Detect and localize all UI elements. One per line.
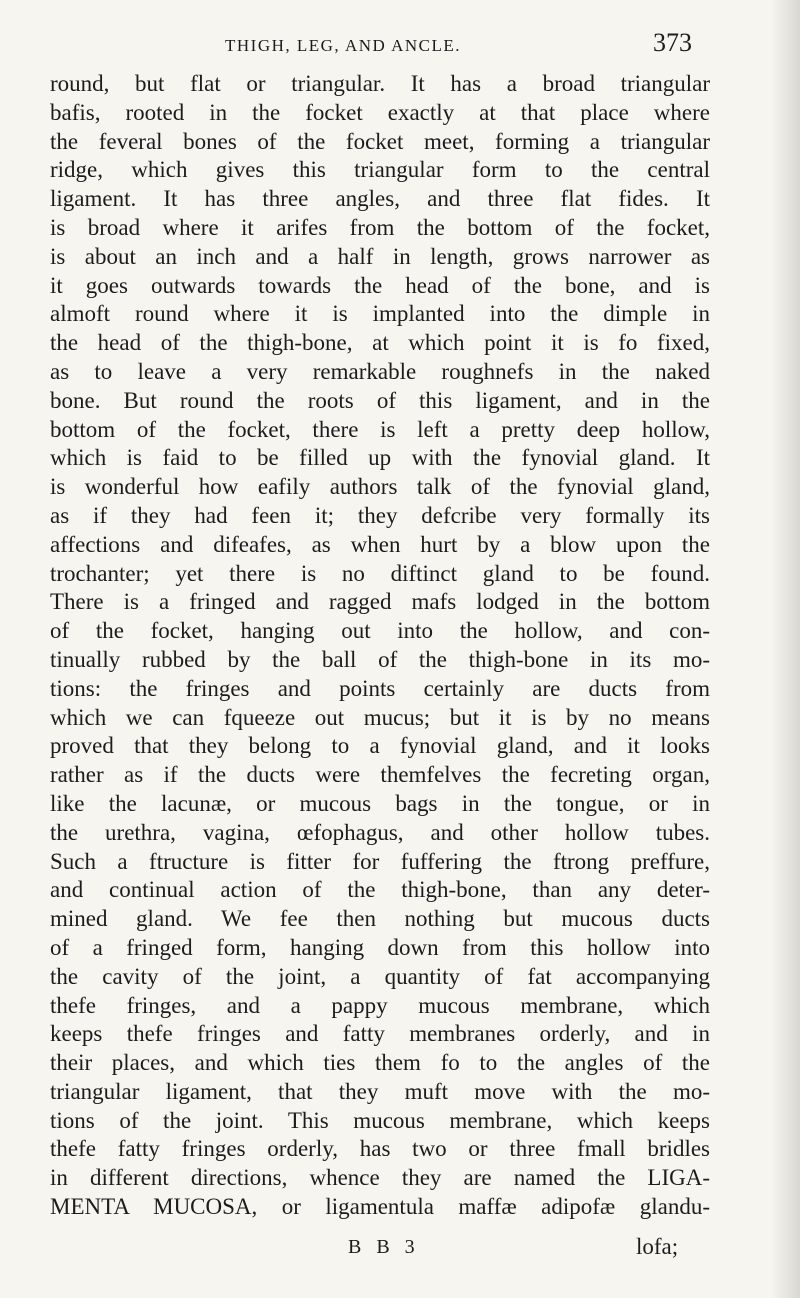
text-line: There is a fringed and ragged mafs lodged in the bottom: [50, 589, 710, 615]
text-line: the head of the thigh-bone, at which point it is fo fixed,: [50, 330, 710, 356]
text-line: mined gland. We fee then nothing but mucous ducts: [50, 906, 710, 932]
running-head-title: THIGH, LEG, AND ANCLE.: [225, 36, 462, 55]
text-line: triangular ligament, that they muft move with the mo-: [50, 1078, 710, 1104]
text-line: as to leave a very remarkable roughnefs in the naked: [50, 358, 710, 384]
text-line: of the focket, hanging out into the hollow, and con-: [50, 618, 710, 644]
text-line: is about an inch and a half in length, grows narrower as: [50, 243, 710, 269]
running-head: [0, 28, 800, 68]
text-line: which is faid to be filled up with the fynovial gland. It: [50, 445, 710, 471]
text-line: rather as if the ducts were themfelves the fecreting organ,: [50, 762, 710, 788]
text-line: keeps thefe fringes and fatty membranes orderly, and in: [50, 1021, 710, 1047]
text-line: proved that they belong to a fynovial gland, and it looks: [50, 733, 710, 759]
text-line: tinually rubbed by the ball of the thigh-bone in its mo-: [50, 646, 710, 672]
text-line: the cavity of the joint, a quantity of fat accompanying: [50, 963, 710, 989]
text-line: bone. But round the roots of this ligament, and in the: [50, 387, 710, 413]
catchword: lofa;: [636, 1234, 679, 1259]
text-line: the urethra, vagina, œfophagus, and other hollow tubes.: [50, 819, 710, 845]
page-number: 373: [653, 28, 692, 57]
text-line: trochanter; yet there is no diftinct gland to be found.: [50, 560, 710, 586]
text-line: bafis, rooted in the focket exactly at that place where: [50, 99, 710, 125]
text-line: thefe fatty fringes orderly, has two or three fmall bridles: [50, 1136, 710, 1162]
text-line: it goes outwards towards the head of the bone, and is: [50, 272, 710, 298]
text-line: MENTA MUCOSA, or ligamentula maffæ adipofæ glandu-: [50, 1194, 710, 1220]
text-line: Such a ftructure is fitter for fuffering the ftrong preffure,: [50, 848, 710, 874]
text-line: tions: the fringes and points certainly are ducts from: [50, 675, 710, 701]
text-line: ridge, which gives this triangular form to the central: [50, 157, 710, 183]
text-line: thefe fringes, and a pappy mucous membrane, which: [50, 992, 710, 1018]
text-line: affections and difeafes, as when hurt by a blow upon the: [50, 531, 710, 557]
text-line: is broad where it arifes from the bottom of the focket,: [50, 214, 710, 240]
text-line: almoft round where it is implanted into the dimple in: [50, 301, 710, 327]
text-line: the feveral bones of the focket meet, forming a triangular: [50, 128, 710, 154]
text-line: round, but flat or triangular. It has a broad triangular: [50, 71, 710, 96]
page-footer: [0, 1230, 800, 1270]
text-line: ligament. It has three angles, and three flat fides. It: [50, 186, 710, 212]
text-line: as if they had feen it; they defcribe very formally its: [50, 502, 710, 528]
text-line: bottom of the focket, there is left a pretty deep hollow,: [50, 416, 710, 442]
text-line: tions of the joint. This mucous membrane, which keeps: [50, 1107, 710, 1133]
text-line: and continual action of the thigh-bone, than any deter-: [50, 877, 710, 903]
page-edge-shadow: [770, 0, 800, 1298]
text-line: in different directions, whence they are named the LIGA-: [50, 1165, 710, 1191]
text-line: of a fringed form, hanging down from this hollow into: [50, 934, 710, 960]
signature-mark: B B 3: [348, 1236, 420, 1258]
text-line: like the lacunæ, or mucous bags in the tongue, or in: [50, 790, 710, 816]
body-text: [50, 70, 710, 1222]
text-line: their places, and which ties them fo to the angles of the: [50, 1050, 710, 1076]
text-line: which we can fqueeze out mucus; but it is by no means: [50, 704, 710, 730]
text-line: is wonderful how eafily authors talk of the fynovial gland,: [50, 474, 710, 500]
